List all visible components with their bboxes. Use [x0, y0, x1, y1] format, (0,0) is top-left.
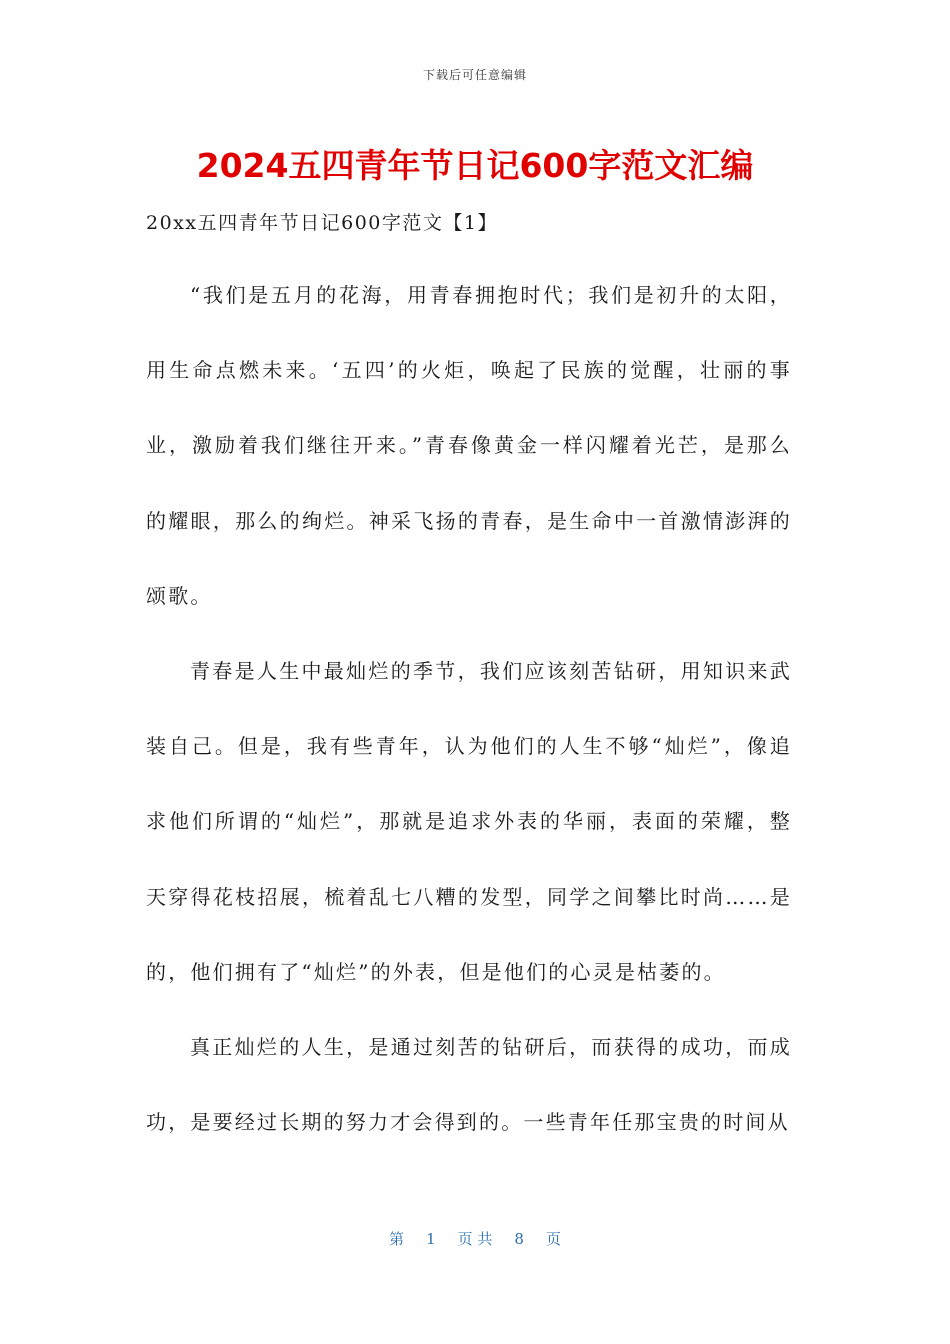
footer-prefix: 第 [389, 1230, 405, 1248]
paragraph-1: “我们是五月的花海，用青春拥抱时代；我们是初升的太阳，用生命点燃未来。‘五四’的火炬，唤起了民族的觉醒，壮丽的事业，激励着我们继往开来。”青春像黄金一样闪耀着光芒，是那么的耀眼，那么的绚烂。神采飞扬的青春，是生命中一首激情澎湃的颂歌。 [146, 283, 792, 608]
section-heading: 20xx五四青年节日记600字范文【1】 [146, 212, 498, 234]
footer-current-page: 1 [426, 1230, 436, 1248]
document-body [146, 258, 792, 1160]
paragraph-2: 青春是人生中最灿烂的季节，我们应该刻苦钻研，用知识来武装自己。但是，我有些青年，认为他们的人生不够“灿烂”，像追求他们所谓的“灿烂”，那就是追求外表的华丽，表面的荣耀，整天穿得花枝招展，梳着乱七八糟的发型，同学之间攀比时尚……是的，他们拥有了“灿烂”的外表，但是他们的心灵是枯萎的。 [146, 659, 792, 984]
footer-suffix: 页 [545, 1230, 561, 1248]
footer-total-pages: 8 [514, 1230, 524, 1248]
page-footer [0, 1228, 950, 1249]
footer-middle: 页 共 [457, 1230, 493, 1248]
paragraph-3: 真正灿烂的人生，是通过刻苦的钻研后，而获得的成功，而成功，是要经过长期的努力才会得到的。一些青年任那宝贵的时间从 [146, 1035, 792, 1135]
page-header-watermark: 下载后可任意编辑 [422, 68, 527, 82]
document-title: 2024五四青年节日记600字范文汇编 [196, 146, 754, 185]
